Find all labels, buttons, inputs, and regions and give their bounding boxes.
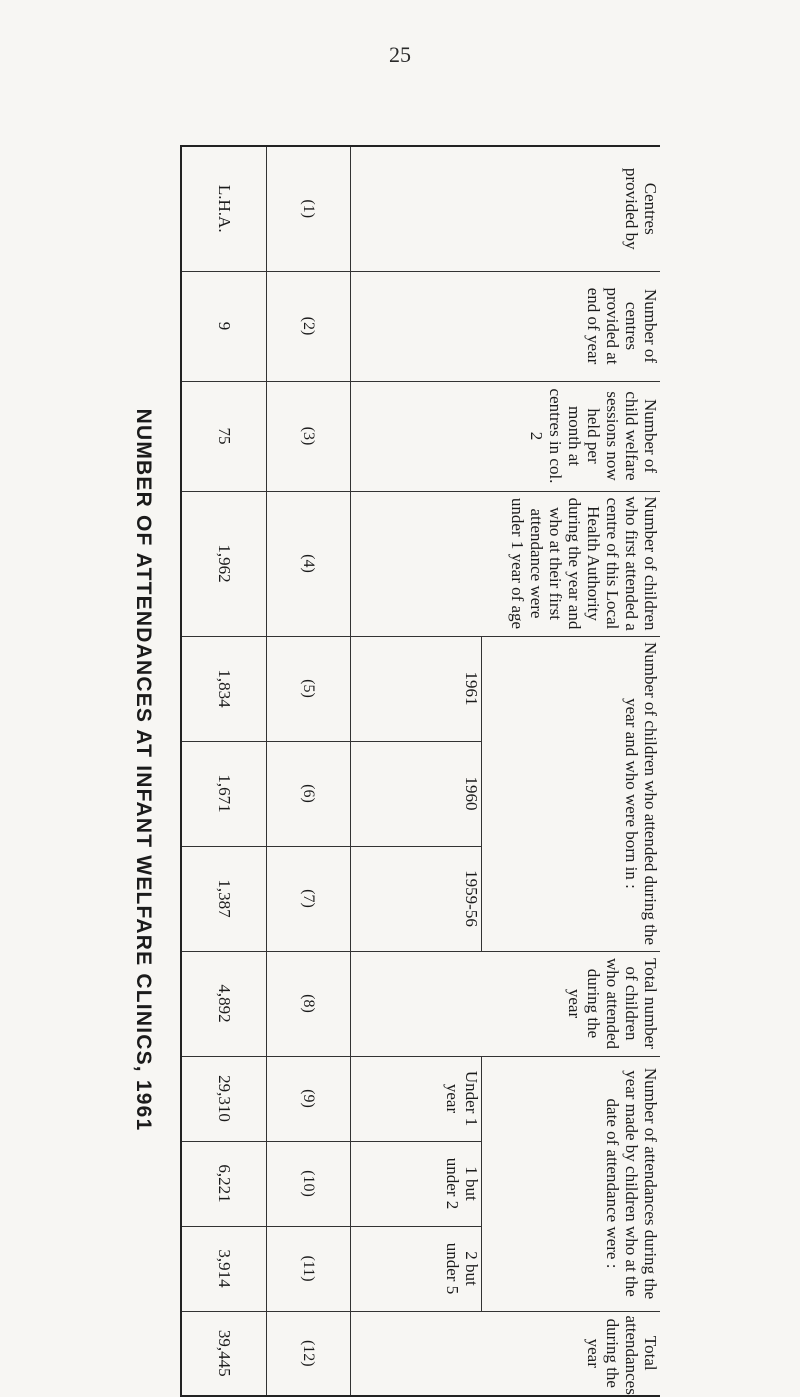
value-born-1959-56: 1,387 [181, 846, 266, 951]
value-under-1-year: 29,310 [181, 1056, 266, 1141]
subheader-born-1960: 1960 [351, 741, 482, 846]
header-total-children: Total number of children who attended during the year [351, 951, 660, 1056]
colno-1: (1) [266, 146, 350, 271]
header-number-of-centres: Number of centres provided at end of year [351, 271, 660, 381]
subheader-born-1959-56: 1959-56 [351, 846, 482, 951]
header-attendance-group: Number of attendances during the year made by children who at the date of attendance were : [482, 1056, 661, 1311]
value-centres-provided: L.H.A. [181, 146, 266, 271]
value-2-under-5: 3,914 [181, 1226, 266, 1311]
attendance-table [180, 145, 660, 1397]
subheader-2-under-5: 2 but under 5 [351, 1226, 482, 1311]
value-sessions-per-month: 75 [181, 381, 266, 491]
value-number-of-centres: 9 [181, 271, 266, 381]
colno-6: (6) [266, 741, 350, 846]
page-number: 25 [389, 42, 411, 67]
rotated-table-area [132, 145, 660, 1395]
value-first-attended: 1,962 [181, 491, 266, 636]
subheader-born-1961: 1961 [351, 636, 482, 741]
table-row [181, 146, 266, 1396]
colno-7: (7) [266, 846, 350, 951]
header-first-attended: Number of children who first attended a centre of this Local Health Authority during the year and who at their first attendance were under 1 year of age [351, 491, 660, 636]
subheader-1-under-2: 1 but under 2 [351, 1141, 482, 1226]
colno-3: (3) [266, 381, 350, 491]
colno-10: (10) [266, 1141, 350, 1226]
colno-4: (4) [266, 491, 350, 636]
header-born-in-group: Number of children who attended during the year and who were born in : [482, 636, 661, 951]
colno-9: (9) [266, 1056, 350, 1141]
value-1-under-2: 6,221 [181, 1141, 266, 1226]
colno-2: (2) [266, 271, 350, 381]
header-total-attendances: Total attendances during the year [351, 1311, 660, 1396]
colno-5: (5) [266, 636, 350, 741]
header-centres-provided: Centres provided by [351, 146, 660, 271]
value-total-attendances: 39,445 [181, 1311, 266, 1396]
value-born-1960: 1,671 [181, 741, 266, 846]
table-title: NUMBER OF ATTENDANCES AT INFANT WELFARE CLINICS, 1961 [132, 408, 155, 1132]
value-total-children: 4,892 [181, 951, 266, 1056]
header-sessions-per-month: Number of child welfare sessions now held per month at centres in col. 2 [351, 381, 660, 491]
colno-11: (11) [266, 1226, 350, 1311]
subheader-under-1-year: Under 1 year [351, 1056, 482, 1141]
colno-12: (12) [266, 1311, 350, 1396]
column-number-row [266, 146, 350, 1396]
colno-8: (8) [266, 951, 350, 1056]
value-born-1961: 1,834 [181, 636, 266, 741]
